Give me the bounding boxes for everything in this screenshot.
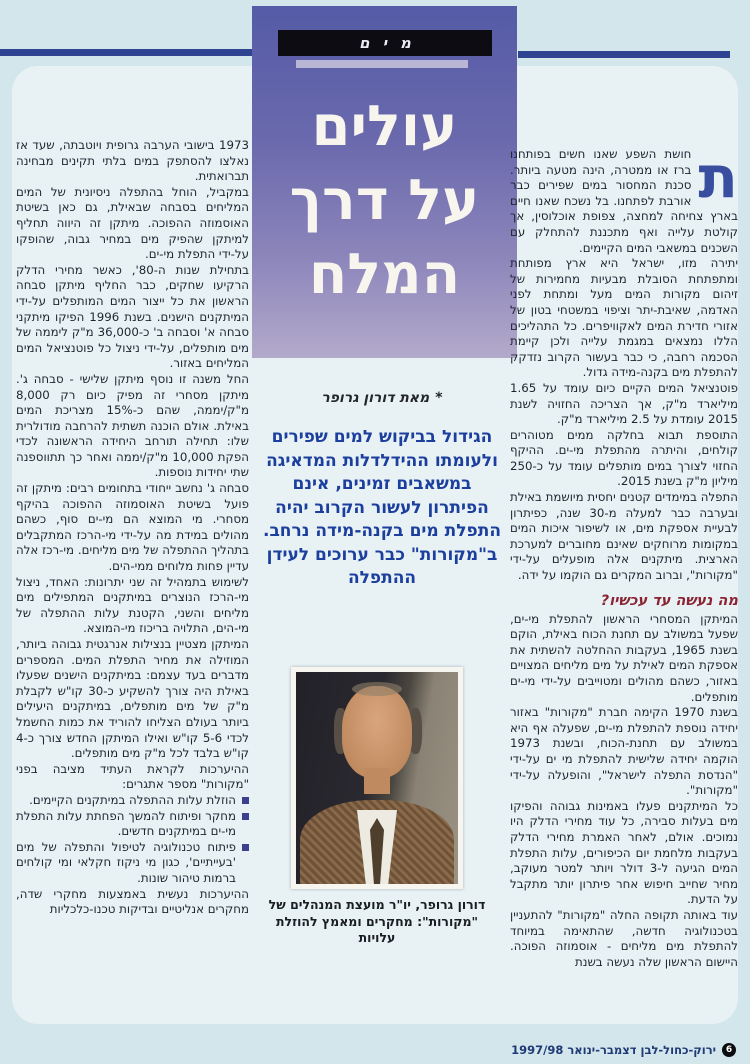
paragraph: יתירה מזו, ישראל היא ארץ מפותחת ומתפתחת הסובלת מבעיות מחמירות של זיהום מקורות המים מעל ומתחת לפני האדמה, שאיבת-יתר וציפוי במשטחי בטון של אזורי חדירת המים לאקוויפרים. כל התהליכים הללו נמצאים במגמת עלייה ולכן קיימת הסכמה רחבה, כי כבר בעשור הקרוב נזדקק להתפלת מים בקנה-מידה גדול.	[510, 256, 738, 380]
section-tab	[278, 30, 492, 56]
paragraph: המיתקן מצטיין בנצילות אנרגטית גבוהה ביותר, המוזילה את מחיר התפלת המים. המספרים מדברים בעד עצמם: במיתקנים הישנים שפעלו באילת היה צורך להשקיע כ-30 קו"ש לקבלת מ"ק של מים מותפלים, במיתקנים היעילים ביותר בעולם הצליחו להוריד את כמות החשמל לכדי 5-6 קו"ש ואילו המיתקן החדש צורך כ-4 קו"ש בלבד לכל מ"ק מים מותפלים.	[16, 637, 249, 761]
paragraph: החל משנה זו נוסף מיתקן שלישי - סבחה ג'. מיתקן מסחרי זה מפיק כיום רק 8,000 מ"ק/יממה, שהם כ-15% מצריכת המים באילת. אולם הוכנה תשתית להרחבה מודולרית שלו: תחילה תורחב היחידה הראשונה לכדי הפקת 10,000 מ"ק/יממה ואחר כך תתווספנה שתי יחידות נוספות.	[16, 371, 249, 480]
header-rule-right	[518, 51, 730, 58]
portrait-photo	[291, 667, 463, 889]
portrait-neck	[364, 768, 390, 794]
bullet-item	[16, 809, 249, 840]
paragraph: ההיערכות לקראת העתיד מציבה בפני "מקורות" מספר אתגרים:	[16, 761, 249, 792]
paragraph-text: חושת השפע שאנו חשים בפותחנו ברז או ממטרה, הינה מטעה ביותר. סכנת המחסור במים שפירים כבר אורבת לפתחנו. בל נשכח שאנו חיים בארץ צחיחה למחצה, צפופת אוכלוסין, אך קולטת עלייה ואף מתכננת להתחלק עם השכנים במשאבי המים הקיימים.	[510, 147, 738, 255]
column-left	[16, 138, 249, 918]
article-title	[252, 90, 517, 312]
paragraph	[510, 143, 738, 256]
paragraph: התפלה במימדים קטנים יחסית מיושמת באילת ובערבה כבר למעלה מ-30 שנה, כפיתרון לבעיית אספקת מים, או לשיפור איכות המים במקומות מרוחקים שאינם מחוברים למערכת הארצית. מיתקנים אלה מופעלים על-ידי "מקורות", וברוב המקרים גם הוקמו על ידה.	[510, 490, 738, 583]
paragraph: 1973 בישובי הערבה גרופית ויוטבתה, שעד אז נאלצו להסתפק במים בלתי תקינים מבחינה תברואתית.	[16, 138, 249, 184]
title-line-1: עולים	[311, 94, 458, 159]
bullet-text: פיתוח טכנולוגיה לטיפול והתפלה של מים 'בעייתיים', כגון מי ניקוז חקלאי ומי קולחים ברמות טיהור שונות.	[16, 839, 236, 885]
paragraph: בתחילת שנות ה-80', כאשר מחירי הדלק הרקיעו שחקים, כבר החליף מיתקן סבחה הראשון את כל ייצור המים המותפלים על-ידי המיתקנים הישנים. בשנת 1996 הפיקו מיתקני סבחה א' וסבחה ב' כ-36,000 מ"ק ליממה של מים מותפלים, על-ידי ניצול כל פוטנציאל המים המליחים באזור.	[16, 262, 250, 371]
portrait-face	[342, 686, 412, 778]
portrait-photo-image	[296, 672, 458, 884]
section-tab-underline	[296, 60, 468, 68]
bullet-square-icon	[242, 844, 249, 851]
paragraph: בשנת 1970 הקימה חברת "מקורות" באזור יחידה נוספת להתפלת מי-ים, שפעלה אף היא במשולב עם תחנת-הכוח, ובשנת 1973 הוקמה יחידה שלישית להתפלת מי ים על-ידי "הנדסת התפלה לישראל", והופעלה על-ידי "מקורות".	[510, 705, 738, 798]
paragraph: במקביל, הוחל בהתפלה ניסיונית של המים המליחים בסבחה שבאילת, גם כאן בשיטת האוסמוזה ההפוכה. מיתקן זה היווה תחליף למיתקן שהפיק מים במחיר גבוה, שהופקו על-ידי התפלת מי-ים.	[16, 184, 249, 262]
paragraph: ההיערכות נעשית באמצעות מחקרי שדה, מחקרים אנליטיים ובדיקות טכנו-כלכליות	[16, 886, 249, 917]
bullet-text: מחקר ופיתוח להמשך הפחתת עלות התפלת מי-ים במיתקנים חדשים.	[16, 808, 236, 839]
paragraph: לשימוש בתמהיל זה שני יתרונות: האחד, ניצול מי-הרכז הנוצרים במיתקנים המתפילים מים מליחים והשני, הקטנת עלות ההתפלה של מי-הים, התלויה בריכוז מי-המוצא.	[16, 574, 249, 636]
page-number-badge: 6	[722, 1043, 736, 1057]
bullet-text: הוזלת עלות ההתפלה במיתקנים הקיימים.	[29, 792, 236, 807]
paragraph: פוטנציאל המים הקיים כיום עומד על 1.65 מיליארד מ"ק, אך הצריכה החזויה לשנת 2015 עומדת על 2.5 מיליארד מ"ק.	[510, 380, 738, 427]
paragraph: כל המיתקנים פעלו באמינות גבוהה והפיקו מים בעלות סבירה, כל עוד מחירי הדלק היו נמוכים. אולם, לאחר האמרת מחירי הדלק בעקבות מלחמת יום הכיפורים, עלות התפלת המים הגיעה ל-3 דולר ויותר למטר מעוקב, מחיר שחייב חיפוש אחר פיתרון יותר מתקבל על הדעת.	[510, 798, 738, 907]
paragraph: התוספת תבוא בחלקה ממים מטוהרים קולחים, והיתרה מהתפלת מי-ים. ההיקף החזוי לצורך במים מותפלים עומד על כ-250 מיליון מ"ק בשנת 2015.	[510, 427, 738, 489]
header-rule-left	[0, 49, 252, 56]
lead-paragraph: הגידול בביקוש למים שפירים ולעומתו ההידלדלות המדאיגה במשאבים זמינים, אינם הפיתרון לעשור הקרוב יהיה התפלת מים בקנה-מידה נרחב. ב"מקורות" כבר ערוכים לעידן ההתפלה	[262, 427, 502, 588]
bullet-square-icon	[242, 797, 249, 804]
bullet-square-icon	[242, 813, 249, 820]
paragraph: סבחה ג' נחשב ייחודי בתחומים רבים: מיתקן זה פועל בשיטת האוסמוזה ההפוכה בהיקף מסחרי. מי המוצא הם מי-ים סוף, כשהם מהולים במידת מה על-ידי מי-הרכז המתקבלים בתהליך ההתפלה של מים מליחים. מי-רכז אלה עדיין פחות מלוחים ממי-הים.	[16, 481, 249, 574]
bullet-item	[16, 840, 249, 887]
bullet-item	[16, 793, 249, 809]
section-heading: מה נעשה עד עכשיו?	[600, 592, 738, 609]
dropcap-letter: ת	[698, 143, 738, 211]
paragraph: עוד באותה תקופה החלה "מקורות" להתעניין בטכנולוגיה חדשה, שהתאימה במיוחד להתפלת מים מליחים - אוסמוזה הפוכה. היישום הראשון שלה נעשה בשנת	[510, 907, 738, 969]
page-footer	[511, 1043, 736, 1057]
title-line-3: המלח	[308, 242, 461, 307]
footnote-asterisk: *	[435, 390, 443, 406]
photo-caption: דורון גרופר, יו"ר מועצת המנהלים של "מקורות": מחקרים ומאמץ להוזלת עלויות	[268, 897, 486, 945]
portrait-bald-crown	[352, 682, 402, 696]
byline	[258, 390, 506, 406]
magazine-name-date: ירוק-כחול-לבן דצמבר-ינואר 1997/98	[511, 1043, 716, 1057]
section-tab-label: מים	[359, 34, 424, 52]
column-right	[510, 143, 738, 970]
paragraph: המיתקן המסחרי הראשון להתפלת מי-ים, שפעל במשולב עם תחנת הכוח באילת, הוקם בשנת 1965, בעקבות ההחלטה להשתית את אספקת המים לאילת על מים מליחים המצויים באזור, כשהם מהולים ומטוייבים על-ידי מי-ים מותפלים.	[510, 611, 738, 704]
title-line-2: על דרך	[289, 168, 480, 233]
title-box	[252, 6, 517, 358]
byline-text: מאת דורון גרופר	[321, 390, 430, 406]
